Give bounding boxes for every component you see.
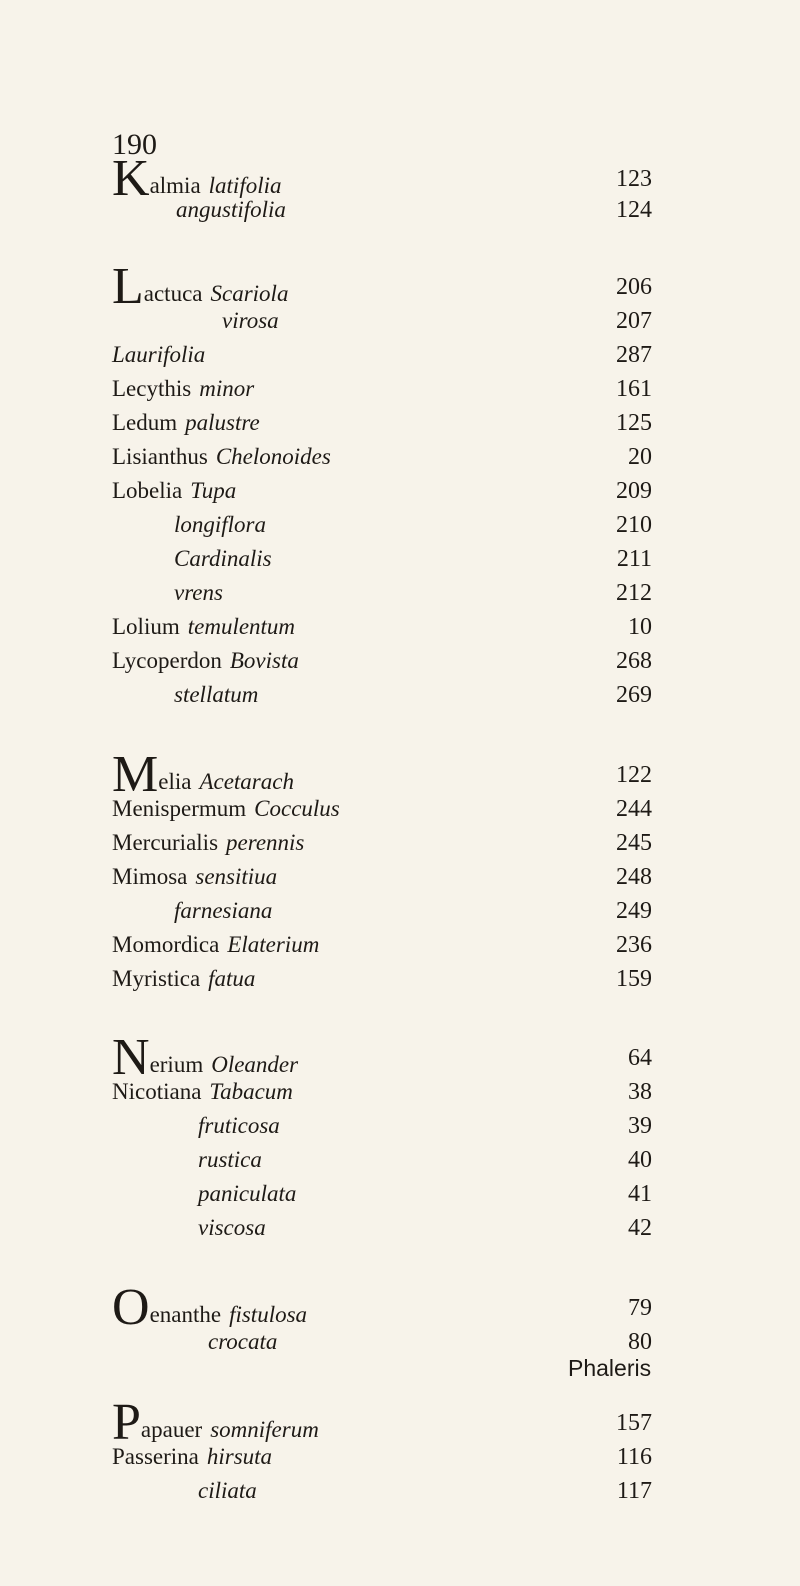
page-reference: 159 — [616, 966, 652, 992]
page-reference: 10 — [628, 614, 652, 640]
initial-letter: O — [112, 1279, 150, 1336]
species-name: stellatum — [174, 682, 259, 707]
species-name: Elaterium — [227, 932, 320, 957]
species-name: fatua — [208, 966, 256, 991]
page-reference: 211 — [616, 546, 652, 572]
index-entry — [112, 644, 652, 678]
initial-letter: P — [112, 1394, 141, 1451]
index-entry — [112, 304, 652, 338]
species-name: Chelonoides — [215, 444, 331, 469]
page-reference: 117 — [616, 1478, 652, 1504]
species-name: viscosa — [198, 1215, 266, 1240]
species-name: Cardinalis — [174, 546, 272, 571]
species-name: Acetarach — [199, 769, 294, 794]
index-entry — [112, 1394, 652, 1451]
page-reference: 161 — [616, 376, 652, 402]
index-entry — [112, 338, 652, 372]
page-reference: 268 — [616, 648, 652, 674]
species-name: fruticosa — [198, 1113, 280, 1138]
index-entry — [112, 150, 652, 207]
page-reference: 124 — [616, 197, 652, 223]
page-reference: 209 — [616, 478, 652, 504]
index-entry — [112, 193, 652, 227]
genus-name: Lolium — [112, 614, 180, 639]
species-name: hirsuta — [206, 1444, 273, 1469]
genus-name: Lycoperdon — [112, 648, 222, 673]
species-name: sensitiua — [195, 864, 278, 889]
index-entry — [112, 826, 652, 860]
page-reference: 41 — [628, 1181, 652, 1207]
page-reference: 157 — [616, 1410, 652, 1436]
species-name: palustre — [185, 410, 260, 435]
index-entry — [112, 1440, 652, 1474]
genus-rest: almia — [149, 173, 201, 198]
genus-name: Menispermum — [112, 796, 247, 821]
genus-name: Lisianthus — [112, 444, 208, 469]
page-reference: 20 — [628, 444, 652, 470]
species-name: Tupa — [190, 478, 237, 503]
index-entry — [112, 1177, 652, 1211]
species-name: Bovista — [229, 648, 299, 673]
genus-rest: elia — [158, 769, 192, 794]
species-name: ciliata — [198, 1478, 257, 1503]
index-entry — [112, 1143, 652, 1177]
index-entry — [112, 1211, 652, 1245]
genus-rest: actuca — [143, 281, 203, 306]
genus-name: Mimosa — [112, 864, 188, 889]
page-reference: 40 — [628, 1147, 652, 1173]
page-reference: 80 — [628, 1329, 652, 1355]
page-reference: 249 — [616, 898, 652, 924]
species-name: Cocculus — [254, 796, 340, 821]
species-name: fistulosa — [229, 1302, 308, 1327]
species-name: rustica — [198, 1147, 262, 1172]
genus-name: Myristica — [112, 966, 201, 991]
species-name: somniferum — [210, 1417, 319, 1442]
species-name: temulentum — [187, 614, 296, 639]
page-reference: 236 — [616, 932, 652, 958]
genus-name: Lobelia — [112, 478, 183, 503]
page-reference: 206 — [616, 274, 652, 300]
genus-name: Momordica — [112, 932, 220, 957]
page-reference: 269 — [616, 682, 652, 708]
index-entry — [112, 542, 652, 576]
initial-letter: M — [112, 746, 159, 803]
genus-name: Passerina — [112, 1444, 199, 1469]
species-name: virosa — [222, 308, 279, 333]
index-entry — [112, 792, 652, 826]
species-name: Tabacum — [209, 1079, 293, 1104]
page-reference: 125 — [616, 410, 652, 436]
index-entry — [112, 576, 652, 610]
index-entry — [112, 1075, 652, 1109]
page-reference: 64 — [628, 1045, 652, 1071]
index-entry — [112, 508, 652, 542]
page-reference: 245 — [616, 830, 652, 856]
genus-name: Ledum — [112, 410, 178, 435]
page-reference: 116 — [616, 1444, 652, 1470]
genus-rest: enanthe — [149, 1302, 222, 1327]
species-name: latifolia — [208, 173, 282, 198]
index-entry — [112, 928, 652, 962]
genus-rest: erium — [149, 1052, 204, 1077]
index-entry — [112, 894, 652, 928]
page-reference: 38 — [628, 1079, 652, 1105]
genus-name: Nicotiana — [112, 1079, 202, 1104]
species-name: vrens — [174, 580, 223, 605]
species-name: perennis — [226, 830, 305, 855]
index-entry — [112, 1325, 652, 1359]
initial-letter: L — [112, 258, 144, 315]
species-name: farnesiana — [174, 898, 273, 923]
index-entry — [112, 474, 652, 508]
species-name: angustifolia — [176, 197, 286, 222]
page-reference: 122 — [616, 762, 652, 788]
page-number: 190 — [112, 128, 157, 161]
index-entry — [112, 962, 652, 996]
page-reference: 244 — [616, 796, 652, 822]
genus-rest: apauer — [140, 1417, 203, 1442]
initial-letter: K — [112, 150, 150, 207]
species-name: paniculata — [198, 1181, 297, 1206]
species-name: Laurifolia — [112, 342, 206, 367]
index-entry — [112, 372, 652, 406]
page-reference: 207 — [616, 308, 652, 334]
genus-name: Mercurialis — [112, 830, 219, 855]
index-entry — [112, 678, 652, 712]
page-reference: 39 — [628, 1113, 652, 1139]
page-reference: 212 — [616, 580, 652, 606]
species-name: crocata — [208, 1329, 278, 1354]
index-entry — [112, 258, 652, 315]
index-entry — [112, 406, 652, 440]
index-entry — [112, 860, 652, 894]
species-name: Scariola — [210, 281, 289, 306]
page-reference: 123 — [616, 166, 652, 192]
species-name: Oleander — [211, 1052, 299, 1077]
page-reference: 79 — [628, 1295, 652, 1321]
index-entry — [112, 1109, 652, 1143]
initial-letter: N — [112, 1029, 150, 1086]
genus-name: Lecythis — [112, 376, 192, 401]
species-name: minor — [199, 376, 255, 401]
page-reference: 210 — [616, 512, 652, 538]
page-reference: 248 — [616, 864, 652, 890]
index-entry — [112, 610, 652, 644]
index-entry — [112, 1279, 652, 1336]
page-reference: 42 — [628, 1215, 652, 1241]
index-entry — [112, 1029, 652, 1086]
index-entry — [112, 440, 652, 474]
page-reference: 287 — [616, 342, 652, 368]
species-name: longiflora — [174, 512, 267, 537]
index-entry — [112, 1474, 652, 1508]
catchword: Phaleris — [568, 1355, 652, 1381]
index-entry — [112, 746, 652, 803]
